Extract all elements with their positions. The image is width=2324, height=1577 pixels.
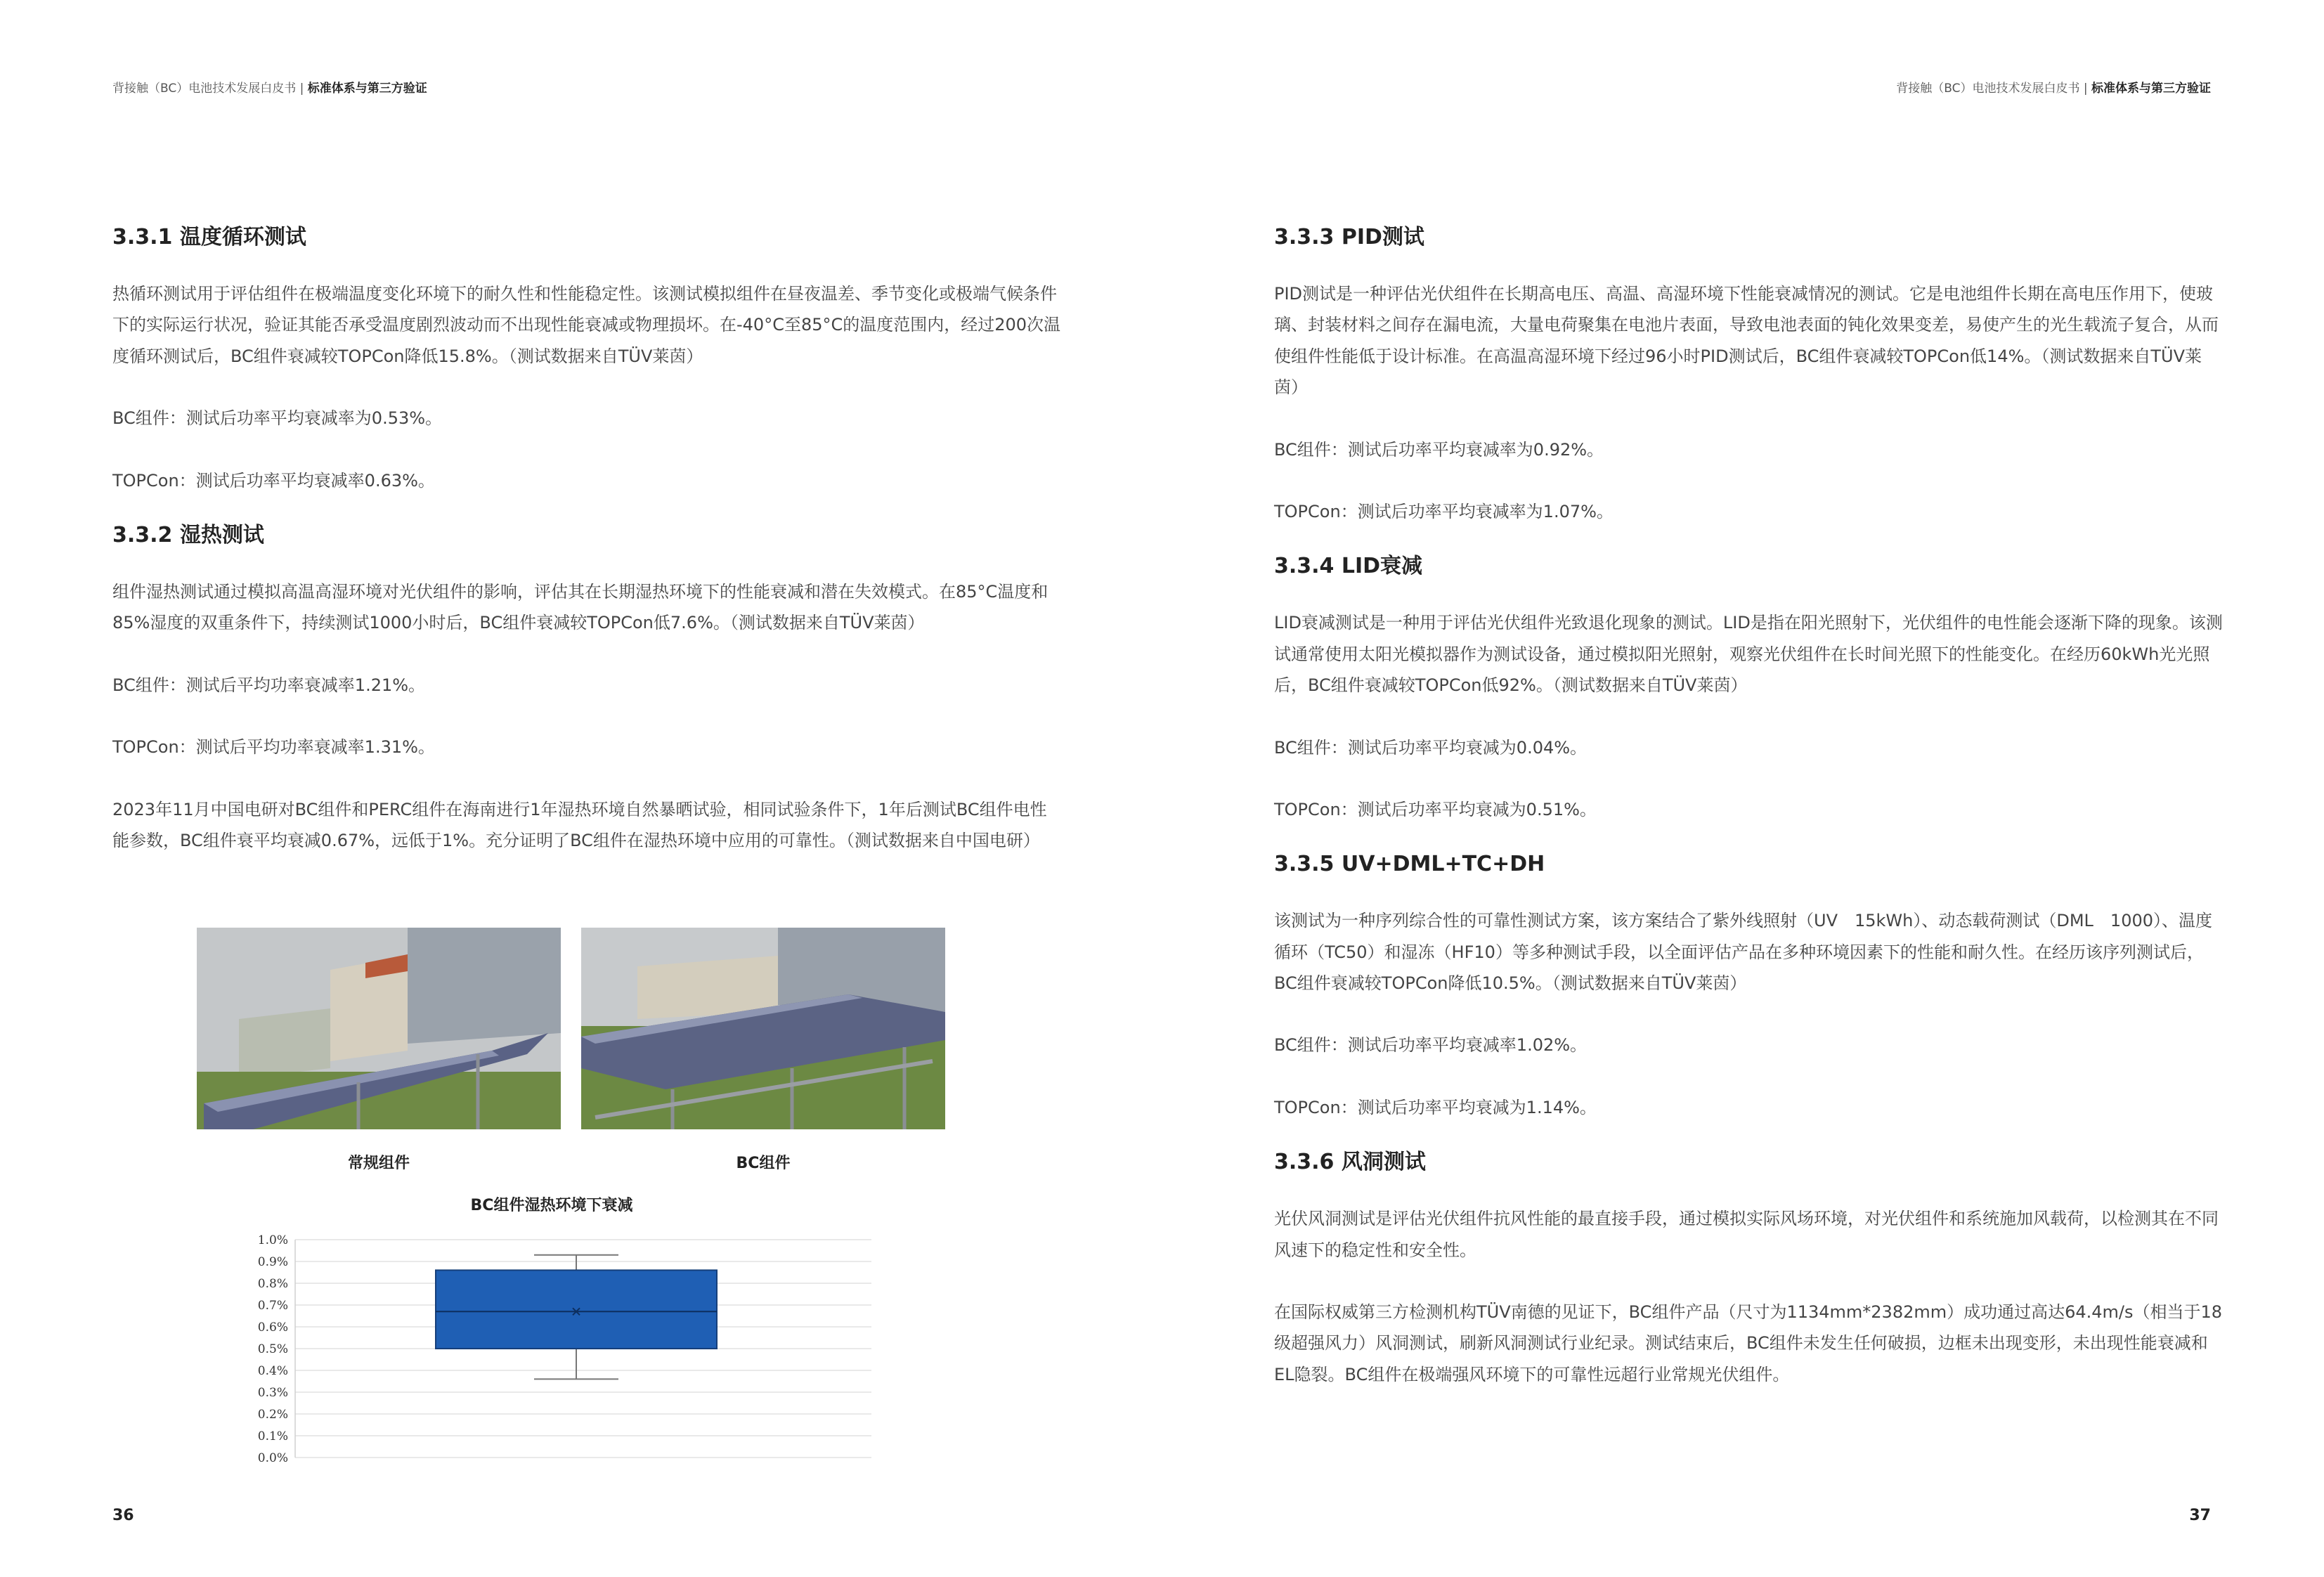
y-tick-label: 1.0%: [257, 1233, 288, 1247]
y-tick-label: 0.0%: [257, 1451, 288, 1465]
header-separator: |: [2079, 82, 2091, 96]
paragraph: TOPCon：测试后功率平均衰减为1.14%。: [1274, 1097, 1597, 1117]
page-number: 37: [2189, 1507, 2211, 1524]
paragraph: 光伏风洞测试是评估光伏组件抗风性能的最直接手段，通过模拟实际风场环境，对光伏组件和系统施加风载荷，以检测其在不同风速下的稳定性和安全性。: [1274, 1209, 2219, 1260]
paragraph: 组件湿热测试通过模拟高温高湿环境对光伏组件的影响，评估其在长期湿热环境下的性能衰减和潜在失效模式。在85°C温度和85%湿度的双重条件下，持续测试1000小时后，BC组件衰减较TOPCon低7.6%。（测试数据来自TÜV莱茵）: [112, 581, 1049, 633]
right-content: [1274, 225, 2223, 1390]
header-separator: |: [296, 82, 308, 96]
header-doc-title: 背接触（BC）电池技术发展白皮书: [112, 82, 297, 96]
paragraph: 热循环测试用于评估组件在极端温度变化环境下的耐久性和性能稳定性。该测试模拟组件在昼夜温差、季节变化或极端气候条件下的实际运行状况，验证其能否承受温度剧烈波动而不出现性能衰减或物理损坏。在-40°C至85°C的温度范围内，经过200次温度循环测试后，BC组件衰减较TOPCon降低15.8%。（测试数据来自TÜV莱茵）: [112, 284, 1061, 366]
section-title-3-3-5: 3.3.5 UV+DML+TC+DH: [1274, 852, 1545, 877]
chart-title: BC组件湿热环境下衰减: [470, 1197, 633, 1214]
y-tick-label: 0.3%: [257, 1386, 288, 1400]
running-header: [112, 78, 427, 96]
header-doc-title: 背接触（BC）电池技术发展白皮书: [1896, 82, 2080, 96]
section-title-3-3-3: 3.3.3 PID测试: [1274, 225, 1424, 249]
paragraph: BC组件：测试后功率平均衰减率1.02%。: [1274, 1035, 1588, 1056]
y-tick-label: 0.4%: [257, 1364, 288, 1378]
y-tick-label: 0.9%: [257, 1255, 288, 1269]
boxplot-svg: [232, 1186, 892, 1467]
y-tick-label: 0.2%: [257, 1408, 288, 1422]
running-header: [1896, 78, 2211, 96]
y-tick-label: 0.8%: [257, 1277, 288, 1291]
paragraph: 在国际权威第三方检测机构TÜV南德的见证下，BC组件产品（尺寸为1134mm*2382mm）成功通过高达64.4m/s（相当于18级超强风力）风洞测试，刷新风洞测试行业纪录。测试结束后，BC组件未发生任何破损，边框未出现变形，未出现性能衰减和EL隐裂。BC组件在极端强风环境下的可靠性远超行业常规光伏组件。: [1274, 1302, 2223, 1384]
photo-caption-conventional: 常规组件: [347, 1155, 410, 1172]
section-title-3-3-4: 3.3.4 LID衰减: [1274, 554, 1423, 579]
paragraph: BC组件：测试后功率平均衰减为0.04%。: [1274, 737, 1588, 758]
paragraph: BC组件：测试后平均功率衰减率1.21%。: [112, 675, 426, 695]
paragraph: TOPCon：测试后功率平均衰减为0.51%。: [1274, 799, 1597, 819]
paragraph: BC组件：测试后功率平均衰减率为0.92%。: [1274, 439, 1604, 460]
y-tick-label: 0.1%: [257, 1429, 288, 1443]
paragraph: PID测试是一种评估光伏组件在长期高电压、高温、高湿环境下性能衰减情况的测试。它是电池组件长期在高电压作用下，使玻璃、封装材料之间存在漏电流，大量电荷聚集在电池片表面，导致电池表面的钝化效果变差，易使产生的光生载流子复合，从而使组件性能低于设计标准。在高温高湿环境下经过96小时PID测试后，BC组件衰减较TOPCon低14%。（测试数据来自TÜV莱茵）: [1274, 284, 2219, 398]
box-bc: [436, 1270, 717, 1349]
page-number: 36: [112, 1507, 134, 1524]
module-photos: [197, 928, 938, 1195]
paragraph: 该测试为一种序列综合性的可靠性测试方案，该方案结合了紫外线照射（UV 15kWh）、动态载荷测试（DML 1000）、温度循环（TC50）和湿冻（HF10）等多种测试手段，以全面评估产品在多种环境因素下的性能和耐久性。在经历该序列测试后，BC组件衰减较TOPCon降低10.5%。（测试数据来自TÜV莱茵）: [1274, 911, 2212, 994]
right-page: [1162, 0, 2323, 1577]
header-section-title: 标准体系与第三方验证: [2091, 82, 2211, 96]
paragraph: LID衰减测试是一种用于评估光伏组件光致退化现象的测试。LID是指在阳光照射下，光伏组件的电性能会逐渐下降的现象。该测试通常使用太阳光模拟器作为测试设备，通过模拟阳光照射，观察光伏组件在长时间光照下的性能变化。在经历60kWh光光照后，BC组件衰减较TOPCon低92%。（测试数据来自TÜV莱茵）: [1274, 613, 2223, 696]
y-tick-label: 0.7%: [257, 1299, 288, 1313]
damp-heat-boxplot-chart: [232, 1186, 892, 1467]
left-content: [112, 225, 1061, 856]
paragraph: BC组件：测试后功率平均衰减率为0.53%。: [112, 408, 443, 429]
photo-caption-bc: BC组件: [736, 1155, 791, 1172]
header-section-title: 标准体系与第三方验证: [307, 82, 427, 96]
y-tick-label: 0.5%: [257, 1342, 288, 1356]
paragraph: TOPCon：测试后平均功率衰减率1.31%。: [112, 737, 435, 758]
section-title-3-3-1: 3.3.1 温度循环测试: [112, 225, 306, 249]
section-title-3-3-2: 3.3.2 湿热测试: [112, 522, 264, 547]
section-title-3-3-6: 3.3.6 风洞测试: [1274, 1150, 1426, 1175]
paragraph: TOPCon：测试后功率平均衰减率为1.07%。: [1274, 501, 1614, 521]
y-tick-label: 0.6%: [257, 1320, 288, 1335]
paragraph: 2023年11月中国电研对BC组件和PERC组件在海南进行1年湿热环境自然暴晒试验，相同试验条件下，1年后测试BC组件电性能参数，BC组件衰平均衰减0.67%，远低于1%。充分证明了BC组件在湿热环境中应用的可靠性。（测试数据来自中国电研）: [112, 799, 1047, 850]
paragraph: TOPCon：测试后功率平均衰减率0.63%。: [112, 470, 435, 491]
conventional-module-photo: [197, 928, 561, 1129]
bc-module-photo: [581, 928, 945, 1129]
